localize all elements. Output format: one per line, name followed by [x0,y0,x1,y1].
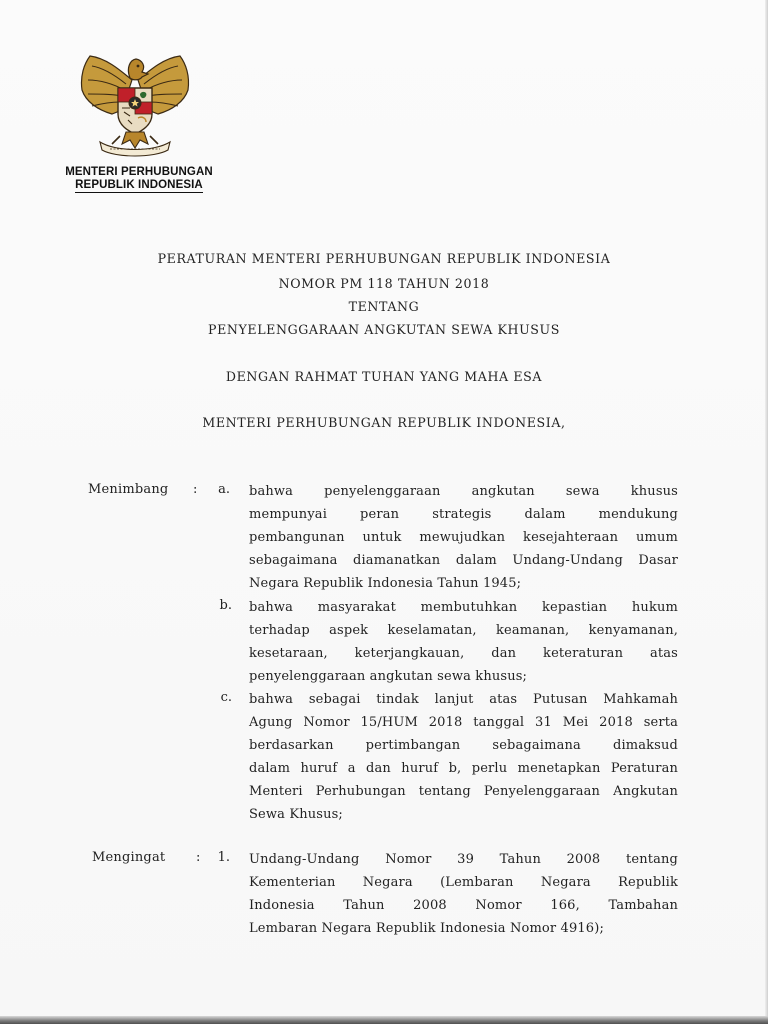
menimbang-colon: : [193,482,198,497]
invocation: DENGAN RAHMAT TUHAN YANG MAHA ESA [225,369,543,384]
text-line: mempunyai peran strategis dalam mendukung [249,507,678,522]
text-line: Agung Nomor 15/HUM 2018 tanggal 31 Mei 2018 serta [249,715,678,730]
ministry-line-1: MENTERI PERHUBUNGAN [65,166,213,178]
text-line: Kementerian Negara (Lembaran Negara Republik [249,875,678,890]
text-line: Menteri Perhubungan tentang Penyelenggaraan Angkutan [249,784,678,799]
text-line: penyelenggaraan angkutan sewa khusus; [249,669,528,684]
text-line: pembangunan untuk mewujudkan kesejahteraan umum [249,530,678,545]
menimbang-label: Menimbang [88,482,169,497]
text-line: Undang-Undang Nomor 39 Tahun 2008 tentang [249,852,678,867]
menimbang-item-a [249,480,678,595]
text-line: berdasarkan pertimbangan sebagaimana dimaksud [249,738,678,753]
text-line: bahwa penyelenggaraan angkutan sewa khusus [249,484,678,499]
garuda-pancasila-emblem-icon [76,50,194,158]
mengingat-item-1 [249,848,678,940]
menimbang-marker-b: b. [219,598,232,613]
text-line: Sewa Khusus; [249,807,343,822]
text-line: Indonesia Tahun 2008 Nomor 166, Tambahan [249,898,678,913]
menimbang-marker-a: a. [218,482,230,497]
ministry-letterhead [54,166,224,193]
menimbang-item-c [249,688,678,826]
regulation-subject: PENYELENGGARAAN ANGKUTAN SEWA KHUSUS [208,322,560,337]
text-line: sebagaimana diamanatkan dalam Undang-Undang Dasar [249,553,678,568]
mengingat-label: Mengingat [92,850,166,865]
mengingat-colon: : [196,850,201,865]
ministry-line-2: REPUBLIK INDONESIA [75,179,203,191]
text-line: terhadap aspek keselamatan, keamanan, kenyamanan, [249,623,678,638]
text-line: Negara Republik Indonesia Tahun 1945; [249,576,522,591]
regulation-number: NOMOR PM 118 TAHUN 2018 [278,276,490,291]
text-line: kesetaraan, keterjangkauan, dan keteraturan atas [249,646,678,661]
text-line: Lembaran Negara Republik Indonesia Nomor 4916); [249,921,604,936]
regulation-tentang: TENTANG [348,299,420,314]
scan-edge-bottom [0,1016,768,1024]
text-line: dalam huruf a dan huruf b, perlu menetapkan Peraturan [249,761,678,776]
text-line: bahwa sebagai tindak lanjut atas Putusan Mahkamah [249,692,678,707]
issuer: MENTERI PERHUBUNGAN REPUBLIK INDONESIA, [202,415,566,430]
mengingat-marker-1: 1. [217,850,230,865]
menimbang-marker-c: c. [220,690,232,705]
regulation-title: PERATURAN MENTERI PERHUBUNGAN REPUBLIK INDONESIA [157,251,611,266]
menimbang-item-b [249,596,678,688]
text-line: bahwa masyarakat membutuhkan kepastian hukum [249,600,678,615]
